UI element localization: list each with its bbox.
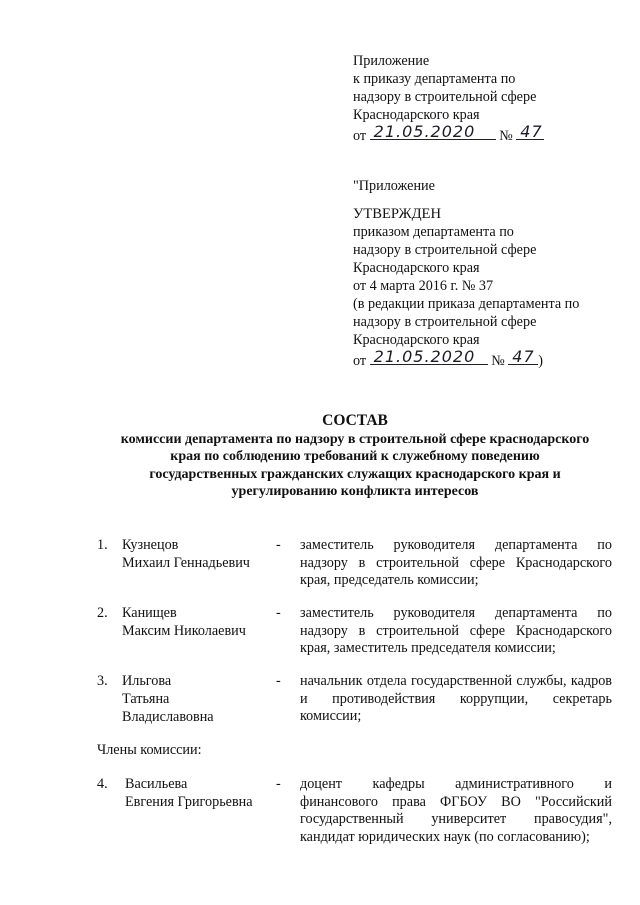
header-appendix-label: Приложение bbox=[353, 53, 430, 69]
date-handwritten-field bbox=[370, 347, 488, 366]
member-dash: - bbox=[276, 537, 281, 553]
member-given-names: Максим Николаевич bbox=[122, 623, 246, 639]
members-heading: Члены комиссии: bbox=[97, 742, 202, 758]
date-prefix: от bbox=[353, 128, 367, 144]
member-given-names: Евгения Григорьевна bbox=[125, 794, 253, 810]
approved-line-2: надзору в строительной сфере bbox=[353, 242, 537, 258]
header-region-line: Краснодарского края bbox=[353, 107, 480, 123]
approved-label: УТВЕРЖДЕН bbox=[353, 206, 441, 222]
date-handwritten: 21.05.2020 bbox=[373, 347, 476, 366]
member-dash: - bbox=[276, 673, 281, 689]
header-department-line: надзору в строительной сфере bbox=[353, 89, 537, 105]
number-handwritten: 47 bbox=[512, 347, 535, 366]
member-number: 3. bbox=[97, 673, 108, 689]
header-order-line: к приказу департамента по bbox=[353, 71, 516, 87]
member-dash: - bbox=[276, 605, 281, 621]
member-surname: Кузнецов bbox=[122, 537, 179, 553]
member-given-name: Татьяна bbox=[122, 691, 170, 707]
member-position: доцент кафедры административного и финансового права ФГБОУ ВО "Российский государственный университет правосудия", кандидат юридических наук (по согласованию); bbox=[300, 776, 612, 845]
close-paren: ) bbox=[538, 353, 544, 369]
member-position: заместитель руководителя департамента по надзору в строительной сфере Краснодарского края, председатель комиссии; bbox=[300, 537, 612, 589]
number-handwritten-field bbox=[508, 347, 538, 366]
member-surname: Ильгова bbox=[122, 673, 172, 689]
member-surname: Канищев bbox=[122, 605, 177, 621]
approved-line-4: от 4 марта 2016 г. № 37 bbox=[353, 278, 494, 294]
title-sub-2: края по соблюдению требований к служебному поведению bbox=[170, 449, 540, 465]
title-sub-3: государственных гражданских служащих краснодарского края и bbox=[149, 466, 561, 482]
approved-line-6: надзору в строительной сфере bbox=[353, 314, 537, 330]
number-handwritten-field bbox=[516, 122, 544, 141]
number-label: № bbox=[499, 128, 513, 144]
approved-line-7: Краснодарского края bbox=[353, 332, 480, 348]
title-sub-4: урегулированию конфликта интересов bbox=[231, 483, 479, 499]
appendix-quote-label: "Приложение bbox=[353, 178, 435, 194]
date-prefix: от bbox=[353, 353, 367, 369]
number-label: № bbox=[491, 353, 505, 369]
member-number: 1. bbox=[97, 537, 108, 553]
approved-line-3: Краснодарского края bbox=[353, 260, 480, 276]
member-patronymic: Владиславовна bbox=[122, 709, 214, 725]
member-position: заместитель руководителя департамента по надзору в строительной сфере Краснодарского края, заместитель председателя комиссии; bbox=[300, 605, 612, 657]
header-date-line bbox=[353, 122, 544, 145]
approved-date-line bbox=[353, 347, 544, 370]
member-number: 4. bbox=[97, 776, 108, 792]
approved-line-1: приказом департамента по bbox=[353, 224, 514, 240]
member-surname: Васильева bbox=[125, 776, 188, 792]
document-title bbox=[90, 411, 620, 500]
member-given-names: Михаил Геннадьевич bbox=[122, 555, 250, 571]
title-sub-1: комиссии департамента по надзору в строительной сфере краснодарского bbox=[120, 432, 590, 447]
member-position: начальник отдела государственной службы, кадров и противодействия коррупции, секретарь комиссии; bbox=[300, 673, 612, 725]
member-dash: - bbox=[276, 776, 281, 792]
date-handwritten: 21.05.2020 bbox=[373, 122, 476, 141]
date-handwritten-field bbox=[370, 122, 496, 141]
member-number: 2. bbox=[97, 605, 108, 621]
title-main: СОСТАВ bbox=[322, 412, 388, 429]
number-handwritten: 47 bbox=[520, 122, 543, 141]
approved-line-5: (в редакции приказа департамента по bbox=[353, 296, 580, 312]
